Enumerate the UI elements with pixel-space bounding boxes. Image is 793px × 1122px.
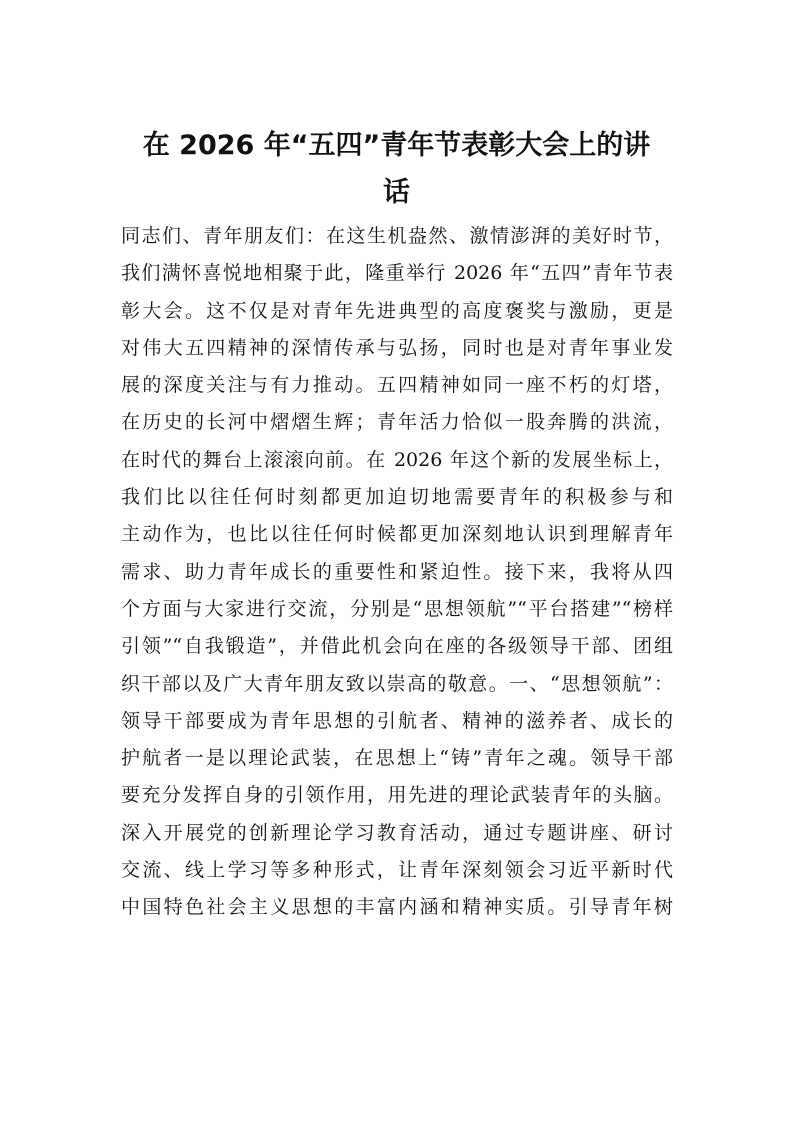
body-text-line: 对伟大五四精神的深情传承与弘扬，同时也是对青年事业发 (121, 336, 673, 359)
body-text-line: 我们满怀喜悦地相聚于此，隆重举行 2026 年“五四”青年节表 (121, 262, 673, 285)
body-text-line: 个方面与大家进行交流，分别是“思想领航”“平台搭建”“榜样 (121, 597, 673, 620)
body-text-line: 展的深度关注与有力推动。五四精神如同一座不朽的灯塔， (121, 374, 673, 397)
body-text-line: 织干部以及广大青年朋友致以崇高的敬意。一、“思想领航”： (121, 672, 673, 695)
body-text-line: 需求、助力青年成长的重要性和紧迫性。接下来，我将从四 (121, 560, 673, 583)
document-title-line-1: 在 2026 年“五四”青年节表彰大会上的讲 (142, 130, 651, 161)
body-text-line: 主动作为，也比以往任何时候都更加深刻地认识到理解青年 (121, 523, 673, 546)
body-text-line: 在历史的长河中熠熠生辉；青年活力恰似一股奔腾的洪流， (121, 411, 673, 434)
document-title-line-2: 话 (383, 177, 410, 208)
body-text-line: 我们比以往任何时刻都更加迫切地需要青年的积极参与和 (121, 486, 673, 509)
body-text-line: 彰大会。这不仅是对青年先进典型的高度褒奖与激励，更是 (121, 299, 673, 322)
body-text-line: 中国特色社会主义思想的丰富内涵和精神实质。引导青年树 (121, 896, 673, 919)
body-text-line: 要充分发挥自身的引领作用，用先进的理论武装青年的头脑。 (121, 784, 673, 807)
body-text-line: 交流、线上学习等多种形式，让青年深刻领会习近平新时代 (121, 859, 673, 882)
body-text-line: 引领”“自我锻造”，并借此机会向在座的各级领导干部、团组 (121, 635, 673, 658)
document-body (121, 222, 673, 931)
body-text-line: 深入开展党的创新理论学习教育活动，通过专题讲座、研讨 (121, 821, 673, 844)
body-text-line: 领导干部要成为青年思想的引航者、精神的滋养者、成长的 (121, 709, 673, 732)
body-text-line: 在时代的舞台上滚滚向前。在 2026 年这个新的发展坐标上， (121, 448, 673, 471)
body-text-line: 同志们、青年朋友们：在这生机盎然、激情澎湃的美好时节， (121, 225, 673, 247)
body-text-line: 护航者一是以理论武装，在思想上“铸”青年之魂。领导干部 (121, 747, 673, 770)
